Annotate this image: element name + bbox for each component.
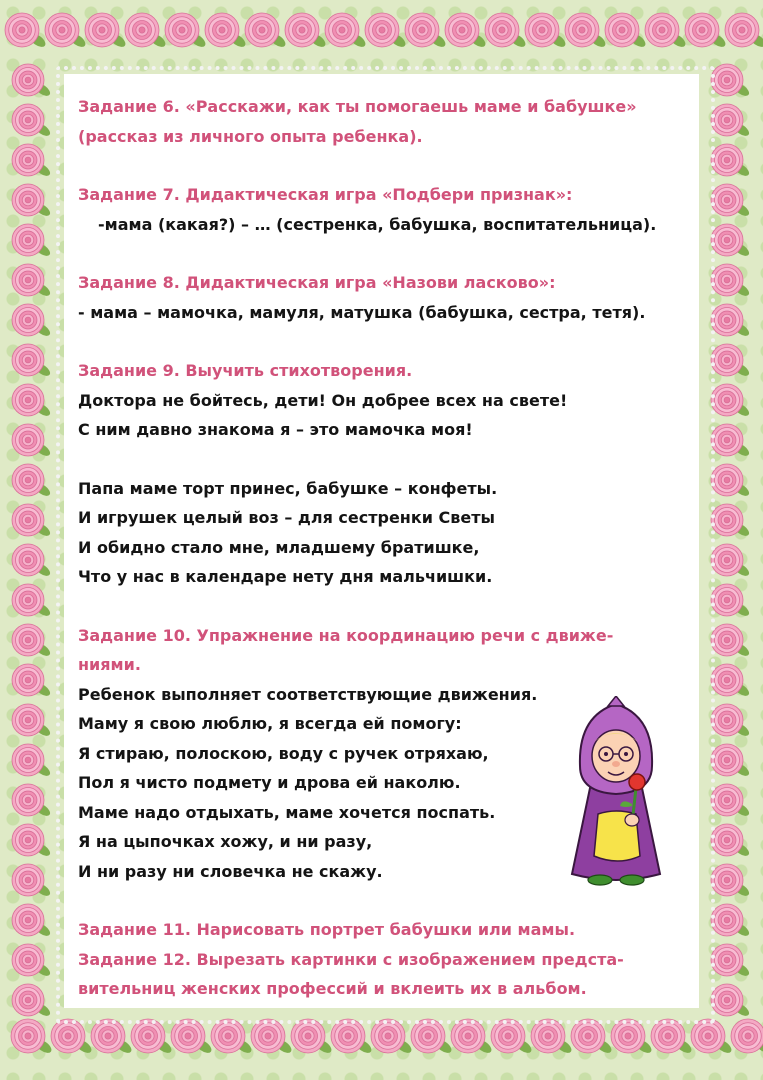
rose-icon (12, 64, 52, 98)
rose-icon (51, 1019, 94, 1055)
poem-2-line: Что у нас в календаре нету дня мальчишки. (78, 567, 493, 586)
rose-icon (711, 944, 751, 978)
rose-icon (711, 544, 751, 578)
rose-icon (12, 624, 52, 658)
rose-icon (12, 744, 52, 778)
rose-icon (711, 504, 751, 538)
rose-icon (12, 784, 52, 818)
rose-icon (711, 64, 751, 98)
task-6 (78, 92, 688, 151)
rose-icon (711, 704, 751, 738)
poem-2-line: И игрушек целый воз – для сестренки Светы (78, 508, 495, 527)
task-10-line: Пол я чисто подмету и дрова ей наколю. (78, 773, 461, 792)
rose-icon (445, 13, 488, 49)
task-10-line: Маме надо отдыхать, маме хочется поспать. (78, 802, 496, 822)
rose-icon (251, 1019, 294, 1055)
rose-icon (525, 13, 568, 49)
rose-icon (12, 584, 52, 618)
rose-icon (12, 264, 52, 298)
rose-icon (245, 13, 288, 49)
rose-icon (12, 704, 52, 738)
rose-icon (171, 1019, 214, 1055)
grandmother-with-flower-illustration (560, 696, 672, 888)
rose-icon (12, 104, 52, 138)
rose-icon (12, 424, 52, 458)
rose-icon (12, 504, 52, 538)
task-9-heading: Задание 9. Выучить стихотворения. (78, 361, 413, 380)
rose-icon (211, 1019, 254, 1055)
rose-icon (711, 384, 751, 418)
rose-icon (485, 13, 528, 49)
task-9 (78, 356, 688, 592)
rose-icon (12, 664, 52, 698)
rose-icon (12, 304, 52, 338)
task-10-line: Ребенок выполняет соответствующие движения. (78, 684, 538, 704)
rose-icon (451, 1019, 494, 1055)
task-12-heading-line-1: Задание 12. Вырезать картинки с изображением предста- (78, 949, 624, 969)
rose-icon (711, 744, 751, 778)
rose-icon (325, 13, 368, 49)
rose-icon (371, 1019, 414, 1055)
rose-icon (91, 1019, 134, 1055)
rose-icon (12, 144, 52, 178)
task-11-heading: Задание 11. Нарисовать портрет бабушки или мамы. (78, 920, 576, 939)
poem-2-line: И обидно стало мне, младшему братишке, (78, 537, 480, 557)
rose-icon (711, 104, 751, 138)
rose-icon (12, 944, 52, 978)
rose-icon (405, 13, 448, 49)
task-6-heading-line-2: (рассказ из личного опыта ребенка). (78, 126, 423, 146)
rose-icon (711, 984, 751, 1018)
rose-icon (131, 1019, 174, 1055)
rose-icon (711, 664, 751, 698)
rose-icon (711, 824, 751, 858)
rose-icon (685, 13, 728, 49)
poem-1-line: С ним давно знакома я – это мамочка моя! (78, 420, 473, 439)
rose-icon (85, 13, 128, 49)
rose-icon (411, 1019, 454, 1055)
rose-icon (165, 13, 208, 49)
rose-icon (711, 904, 751, 938)
task-8 (78, 268, 688, 327)
task-12-heading-line-2: вительниц женских профессий и вклеить их в альбом. (78, 979, 587, 998)
task-7-body: -мама (какая?) – … (сестренка, бабушка, воспитательница). (98, 214, 657, 234)
rose-icon (731, 1019, 763, 1055)
rose-icon (125, 13, 168, 49)
rose-icon (11, 1019, 54, 1055)
rose-icon (711, 784, 751, 818)
rose-icon (12, 344, 52, 378)
rose-icon (12, 224, 52, 258)
poem-2-line: Папа маме торт принес, бабушке – конфеты. (78, 478, 498, 498)
rose-icon (12, 824, 52, 858)
task-6-heading-line-1: Задание 6. «Расскажи, как ты помогаешь маме и бабушке» (78, 97, 637, 116)
rose-icon (711, 584, 751, 618)
rose-icon (531, 1019, 574, 1055)
rose-icon (12, 904, 52, 938)
rose-icon (711, 344, 751, 378)
rose-icon (12, 864, 52, 898)
rose-icon (711, 184, 751, 218)
rose-icon (711, 144, 751, 178)
task-8-heading: Задание 8. Дидактическая игра «Назови ласково»: (78, 273, 556, 292)
rose-icon (291, 1019, 334, 1055)
rose-icon (565, 13, 608, 49)
rose-icon (711, 304, 751, 338)
task-7 (78, 180, 688, 239)
task-12 (78, 945, 688, 1004)
rose-icon (611, 1019, 654, 1055)
rose-icon (491, 1019, 534, 1055)
rose-icon (605, 13, 648, 49)
rose-icon (5, 13, 48, 49)
rose-icon (571, 1019, 614, 1055)
rose-icon (691, 1019, 734, 1055)
task-10-line: И ни разу ни словечка не скажу. (78, 861, 383, 881)
rose-icon (651, 1019, 694, 1055)
rose-icon (12, 184, 52, 218)
task-7-heading: Задание 7. Дидактическая игра «Подбери признак»: (78, 185, 573, 204)
task-10-line: Маму я свою люблю, я всегда ей помогу: (78, 714, 462, 733)
task-10-heading-line-1: Задание 10. Упражнение на координацию речи с движе- (78, 625, 614, 645)
rose-icon (12, 464, 52, 498)
rose-icon (711, 424, 751, 458)
task-10-line: Я на цыпочках хожу, и ни разу, (78, 832, 373, 851)
rose-icon (711, 864, 751, 898)
rose-icon (12, 384, 52, 418)
rose-icon (645, 13, 688, 49)
task-11 (78, 915, 688, 945)
rose-icon (711, 624, 751, 658)
task-10-line: Я стираю, полоскою, воду с ручек отряхаю, (78, 743, 489, 763)
task-10-heading-line-2: ниями. (78, 655, 141, 674)
rose-icon (12, 544, 52, 578)
rose-icon (711, 264, 751, 298)
rose-icon (12, 984, 52, 1018)
rose-icon (285, 13, 328, 49)
rose-icon (365, 13, 408, 49)
rose-icon (45, 13, 88, 49)
rose-icon (331, 1019, 374, 1055)
rose-icon (711, 464, 751, 498)
rose-icon (725, 13, 763, 49)
task-8-body: - мама – мамочка, мамуля, матушка (бабушка, сестра, тетя). (78, 302, 646, 322)
poem-1-line: Доктора не бойтесь, дети! Он добрее всех на свете! (78, 390, 568, 410)
rose-icon (205, 13, 248, 49)
rose-icon (711, 224, 751, 258)
